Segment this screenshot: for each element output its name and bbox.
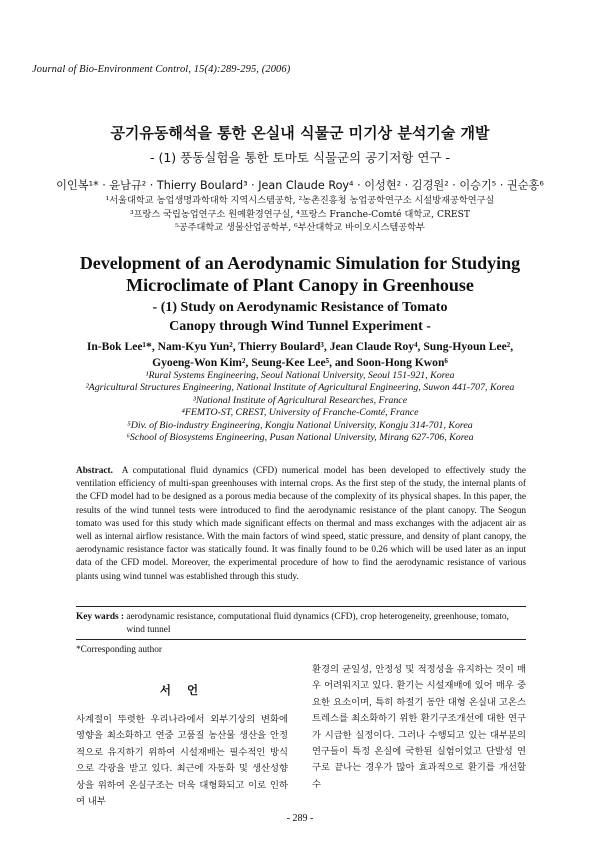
korean-affiliation-line: ⁵공주대학교 생물산업공학부, ⁶부산대학교 바이오시스템공학부 [175, 222, 425, 233]
english-authors-line: Gyoeng-Won Kim², Seung-Kee Lee⁵, and Soon-Hong Kwon⁶ [152, 356, 448, 369]
abstract-label: Abstract. [76, 466, 113, 476]
page-number: - 289 - [286, 813, 314, 824]
keywords-label: Key wards : [76, 612, 125, 622]
english-affiliation-line: ⁴FEMTO-ST, CREST, University of Franche-Comté, France [181, 407, 419, 419]
english-affiliation-line: ¹Rural Systems Engineering, Seoul National University, Seoul 151-921, Korea [145, 370, 455, 381]
english-title-line: Development of an Aerodynamic Simulation for Studying [79, 253, 521, 273]
english-authors [0, 339, 600, 371]
corresponding-author-note: *Corresponding author [76, 645, 162, 655]
divider-bottom [76, 639, 526, 640]
abstract-text: A computational fluid dynamics (CFD) numerical model has been developed to effectively study the ventilation efficiency of multi-span greenhouses with internal crops. As the first step of the study, the internal plants of the CFD model had to be designed as a porous media because of the complexity of its physical shapes. In this paper, the results of the wind tunnel tests were introduced to find the aerodynamic resistance of the plant canopy. The Seogun tomato was used for this study which made significant effects on thermal and mass exchanges with the adjacent air as well as internal airflow resistance. With the main factors of wind speed, static pressure, and density of plant canopy, the aerodynamic resistance factor was statically found. It was finally found to be 0.26 which will be used later as an input data of the CFD model. Moreover, the experimental procedure of how to find the aerodynamic resistance of various plants using wind tunnel was established through this study. [76, 466, 526, 582]
english-affiliations [0, 370, 600, 444]
korean-subtitle: - (1) 풍동실험을 통한 토마토 식물군의 공기저항 연구 - [149, 150, 450, 165]
section-heading-introduction: 서 언 [159, 683, 205, 697]
keywords [76, 611, 526, 636]
korean-affiliations [0, 194, 600, 235]
body-column-right [312, 660, 526, 793]
english-affiliation-line: ⁶School of Biosystems Engineering, Pusan National University, Mirang 627-706, Korea [126, 432, 474, 444]
body-column-left [76, 660, 288, 810]
english-authors-line: In-Bok Lee¹*, Nam-Kyu Yun², Thierry Boulard³, Jean Claude Roy⁴, Sung-Hyoun Lee², [86, 340, 514, 353]
intro-paragraph-continued: 환경의 균일성, 안정성 및 적정성을 유지하는 것이 매우 어려워지고 있다. 환기는 시설재배에 있어 매우 중요한 요소이며, 특히 하절기 동안 대형 온실내 고온스트레스를 최소화하기 위한 환기구조개선에 대한 연구가 시급한 실정이다. 그러나 수행되고 있는 대부분의 연구들이 특정 온실에 국한된 실험이었고 단발성 연구로 끝나는 경우가 많아 효과적으로 환기를 개선할 수 [312, 664, 526, 790]
english-subtitle-line: - (1) Study on Aerodynamic Resistance of Tomato [152, 300, 448, 315]
korean-title: 공기유동해석을 통한 온실내 식물군 미기상 분석기술 개발 [110, 124, 490, 142]
english-title [0, 252, 600, 296]
abstract [76, 465, 526, 584]
english-subtitle-line: Canopy through Wind Tunnel Experiment - [169, 319, 431, 334]
english-affiliation-line: ⁵Div. of Bio-industry Engineering, Kongju National University, Kongju 314-701, Korea [127, 419, 473, 431]
korean-authors: 이인복¹* · 윤남규² · Thierry Boulard³ · Jean Claude Roy⁴ · 이성현² · 김경원² · 이승기⁵ · 권순홍⁶ [56, 179, 544, 192]
keywords-text: aerodynamic resistance, computational fluid dynamics (CFD), crop heterogeneity, greenhouse, tomato, wind tunnel [126, 612, 509, 635]
english-affiliation-line: ³National Institute of Agricultural Researches, France [192, 394, 408, 406]
divider-top [76, 606, 526, 607]
english-affiliation-line: ²Agricultural Structures Engineering, National Institute of Agricultural Engineering, Suwon 441-707, Korea [85, 382, 515, 394]
english-title-line: Microclimate of Plant Canopy in Greenhouse [126, 275, 474, 295]
korean-affiliation-line: ³프랑스 국립농업연구소 원예환경연구실, ⁴프랑스 Franche-Comté 대학교, CREST [129, 208, 471, 220]
journal-citation: Journal of Bio-Environment Control, 15(4):289-295, (2006) [32, 64, 291, 75]
english-subtitle [0, 298, 600, 336]
intro-paragraph: 사계절이 뚜렷한 우리나라에서 외부기상의 변화에 영향을 최소화하고 연중 고품질 농산물 생산을 안정적으로 유지하기 위하여 시설재배는 필수적인 방식으로 각광을 받고 있다. 최근에 자동화 및 생산성향상을 위하여 온실구조는 더욱 대형화되고 이로 인하여 내부 [76, 714, 288, 808]
korean-affiliation-line: ¹서울대학교 농업생명과학대학 지역시스템공학, ²농촌진흥청 농업공학연구소 시설방재공학연구실 [105, 195, 495, 206]
